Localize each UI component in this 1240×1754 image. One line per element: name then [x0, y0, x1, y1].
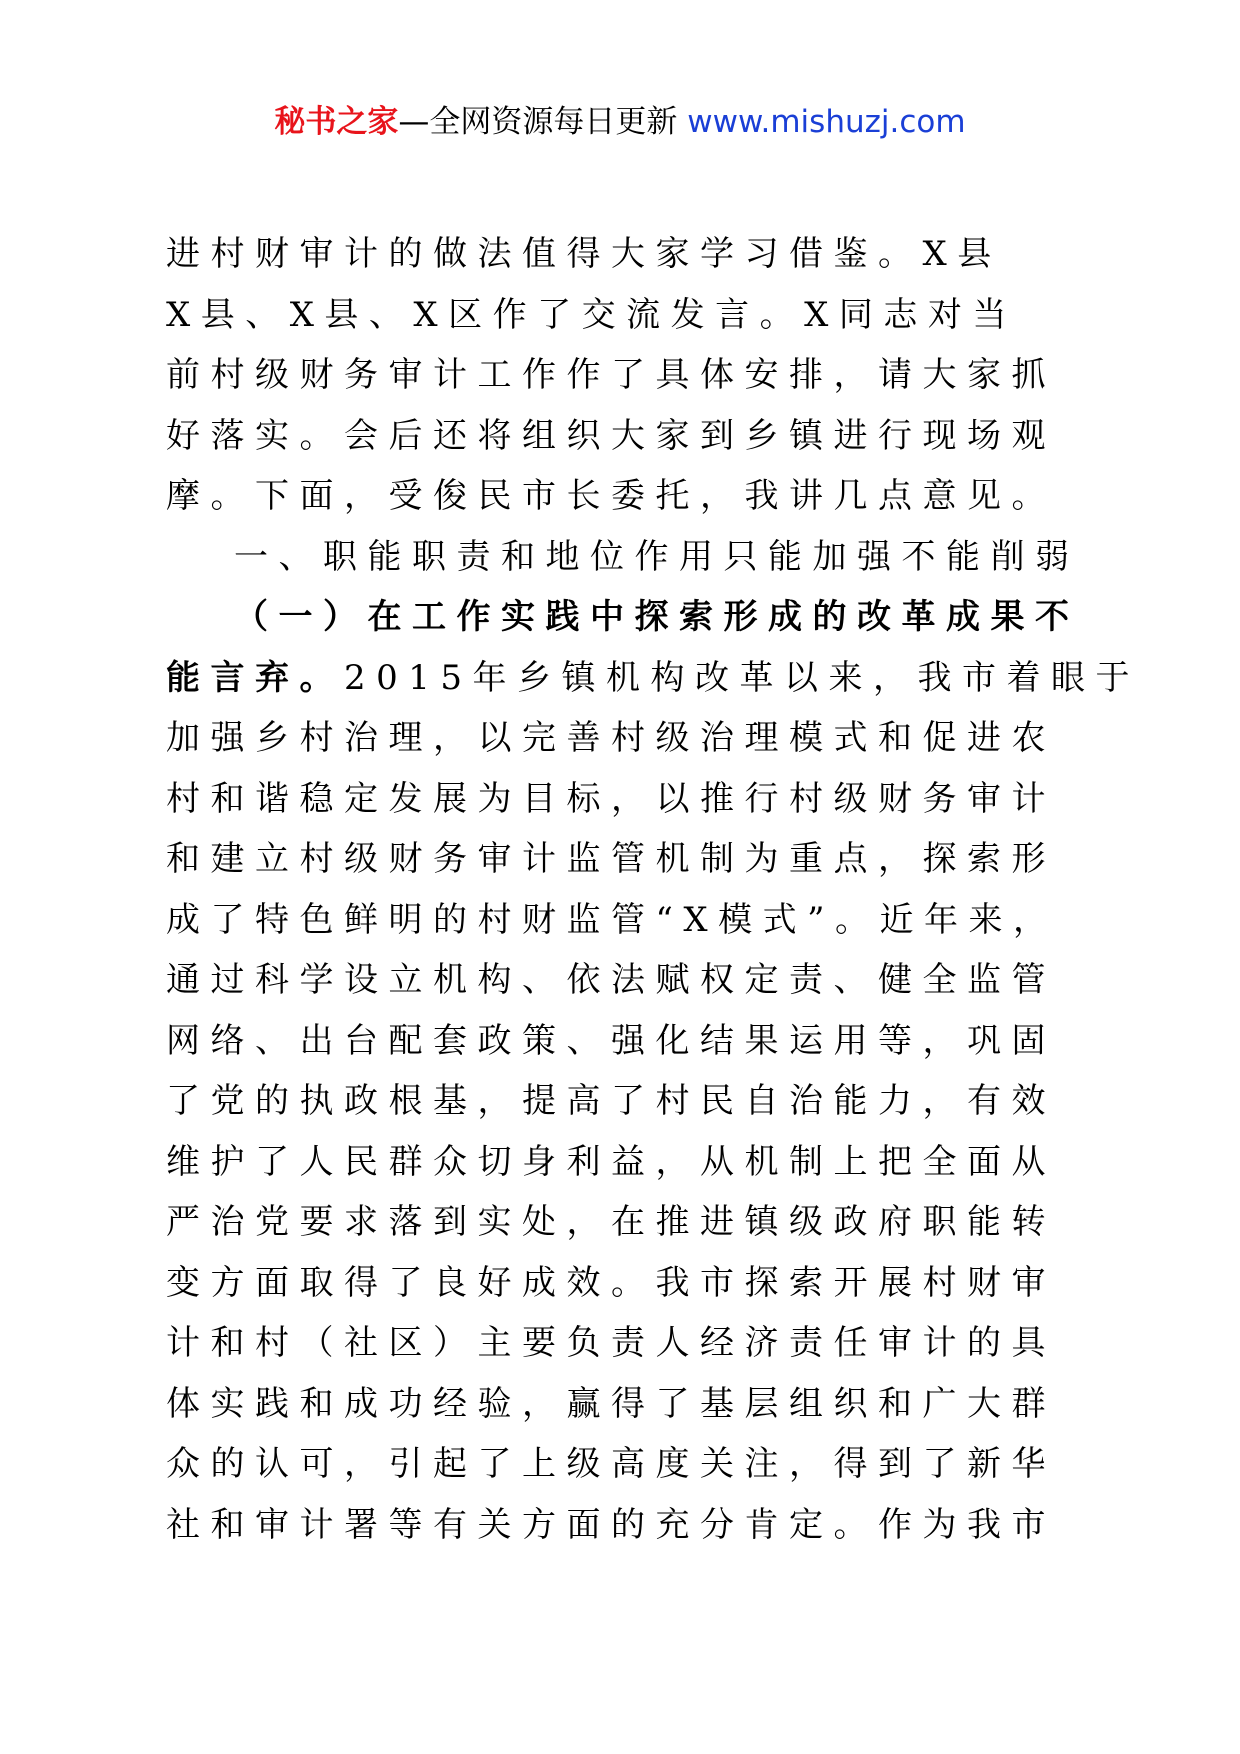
site-header: [0, 100, 1240, 144]
text-line-rest: 2015年乡镇机构改革以来，我市着眼于: [344, 657, 1141, 698]
subsection-heading: （一）在工作实践中探索形成的改革成果不: [234, 597, 1080, 637]
text-line: [166, 648, 1141, 709]
document-body: [166, 224, 1141, 1555]
text-line: 成了特色鲜明的村财监管“X模式”。近年来，: [166, 899, 1058, 940]
text-line: 村和谐稳定发展为目标，以推行村级财务审计: [166, 778, 1056, 819]
section-heading: 一、职能职责和地位作用只能加强不能削弱: [234, 536, 1080, 577]
text-line: 维护了人民群众切身利益，从机制上把全面从: [166, 1141, 1056, 1182]
text-line: 和建立村级财务审计监管机制为重点，探索形: [166, 839, 1056, 879]
text-line: 摩。下面，受俊民市长委托，我讲几点意见。: [166, 476, 1056, 516]
site-tagline: —全网资源每日更新: [398, 104, 688, 140]
text-line: 计和村（社区）主要负责人经济责任审计的具: [166, 1323, 1056, 1363]
text-line: 社和审计署等有关方面的充分肯定。作为我市: [166, 1504, 1056, 1545]
text-line: 变方面取得了良好成效。我市探索开展村财审: [166, 1262, 1056, 1303]
text-line: 好落实。会后还将组织大家到乡镇进行现场观: [166, 415, 1056, 456]
text-line: 众的认可，引起了上级高度关注，得到了新华: [166, 1444, 1056, 1484]
text-line: 网络、出台配套政策、强化结果运用等，巩固: [166, 1020, 1056, 1061]
text-line: 前村级财务审计工作作了具体安排，请大家抓: [166, 355, 1056, 395]
text-line: 严治党要求落到实处，在推进镇级政府职能转: [166, 1202, 1056, 1242]
text-line: X县、X县、X区作了交流发言。X同志对当: [166, 294, 1017, 335]
text-line: 通过科学设立机构、依法赋权定责、健全监管: [166, 960, 1056, 1000]
text-line: 了党的执政根基，提高了村民自治能力，有效: [166, 1081, 1056, 1121]
text-line: 进村财审计的做法值得大家学习借鉴。X县: [166, 234, 1002, 274]
text-line: 加强乡村治理，以完善村级治理模式和促进农: [166, 718, 1056, 758]
site-brand: 秘书之家: [274, 104, 399, 140]
text-line: 体实践和成功经验，赢得了基层组织和广大群: [166, 1383, 1056, 1424]
site-url-link[interactable]: www.mishuzj.com: [687, 104, 966, 140]
subsection-heading-end: 能言弃。: [166, 657, 344, 698]
